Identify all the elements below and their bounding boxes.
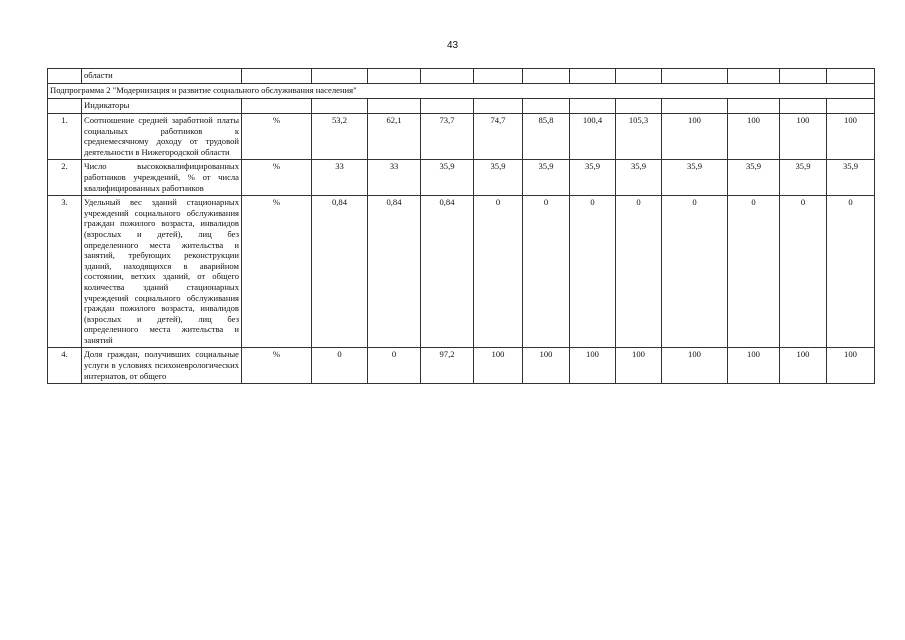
value-cell: 0,84 [368, 196, 421, 348]
value-cell: 100 [780, 114, 827, 160]
page-number: 43 [446, 40, 459, 51]
unit-cell: % [242, 160, 312, 196]
value-cell: 33 [368, 160, 421, 196]
table-row [48, 196, 875, 348]
cell-empty [242, 99, 312, 114]
cell-empty [780, 69, 827, 84]
value-cell: 0 [523, 196, 570, 348]
value-cell: 100 [662, 114, 728, 160]
cell-empty [474, 99, 523, 114]
value-cell: 100 [570, 348, 616, 384]
cell-empty [728, 99, 780, 114]
table-row [48, 160, 875, 196]
value-cell: 0 [474, 196, 523, 348]
cell-empty [368, 69, 421, 84]
value-cell: 85,8 [523, 114, 570, 160]
value-cell: 0 [312, 348, 368, 384]
cell-empty [728, 69, 780, 84]
value-cell: 100 [728, 114, 780, 160]
cell-empty [616, 69, 662, 84]
indicators-table [47, 68, 875, 384]
value-cell: 73,7 [421, 114, 474, 160]
value-cell: 100 [728, 348, 780, 384]
value-cell: 100 [662, 348, 728, 384]
cell-empty [421, 69, 474, 84]
unit-cell: % [242, 114, 312, 160]
value-cell: 53,2 [312, 114, 368, 160]
value-cell: 0 [368, 348, 421, 384]
value-cell: 100,4 [570, 114, 616, 160]
value-cell: 0 [728, 196, 780, 348]
value-cell: 35,9 [827, 160, 875, 196]
value-cell: 100 [827, 348, 875, 384]
cell-empty [523, 99, 570, 114]
cell-empty [570, 69, 616, 84]
subprogram-row [48, 84, 875, 99]
table-row [48, 114, 875, 160]
value-cell: 0 [827, 196, 875, 348]
row-number: 2. [48, 160, 82, 196]
value-cell: 0,84 [312, 196, 368, 348]
value-cell: 0 [662, 196, 728, 348]
value-cell: 0,84 [421, 196, 474, 348]
unit-cell: % [242, 196, 312, 348]
value-cell: 35,9 [570, 160, 616, 196]
value-cell: 35,9 [728, 160, 780, 196]
indicators-heading: Индикаторы [82, 99, 242, 114]
value-cell: 100 [474, 348, 523, 384]
value-cell: 0 [616, 196, 662, 348]
cell-empty [523, 69, 570, 84]
value-cell: 35,9 [474, 160, 523, 196]
value-cell: 105,3 [616, 114, 662, 160]
value-cell: 0 [780, 196, 827, 348]
value-cell: 33 [312, 160, 368, 196]
row-number: 3. [48, 196, 82, 348]
value-cell: 35,9 [523, 160, 570, 196]
value-cell: 35,9 [780, 160, 827, 196]
table-row [48, 69, 875, 84]
cell-empty [312, 69, 368, 84]
cell-empty [242, 69, 312, 84]
value-cell: 35,9 [616, 160, 662, 196]
cell-empty [421, 99, 474, 114]
row-number: 4. [48, 348, 82, 384]
cell-empty [48, 69, 82, 84]
cell-empty [662, 99, 728, 114]
value-cell: 62,1 [368, 114, 421, 160]
value-cell: 97,2 [421, 348, 474, 384]
cell-empty [827, 69, 875, 84]
cell-name: области [82, 69, 242, 84]
cell-empty [474, 69, 523, 84]
cell-empty [570, 99, 616, 114]
value-cell: 100 [523, 348, 570, 384]
value-cell: 35,9 [421, 160, 474, 196]
value-cell: 74,7 [474, 114, 523, 160]
cell-empty [48, 99, 82, 114]
indicators-heading-row [48, 99, 875, 114]
table-row [48, 348, 875, 384]
value-cell: 0 [570, 196, 616, 348]
cell-empty [780, 99, 827, 114]
subprogram-title: Подпрограмма 2 "Модернизация и развитие социального обслуживания населения" [48, 84, 875, 99]
indicator-name: Соотношение средней заработной платы социальных работников к среднемесячному доходу от трудовой деятельности в Нижегородской области [82, 114, 242, 160]
cell-empty [827, 99, 875, 114]
indicator-name: Доля граждан, получивших социальные услуги в условиях психоневрологических интернатов, от общего [82, 348, 242, 384]
row-number: 1. [48, 114, 82, 160]
indicator-name: Число высококвалифицированных работников учреждений, % от числа квалифицированных работников [82, 160, 242, 196]
cell-empty [662, 69, 728, 84]
value-cell: 100 [780, 348, 827, 384]
value-cell: 35,9 [662, 160, 728, 196]
value-cell: 100 [616, 348, 662, 384]
indicator-name: Удельный вес зданий стационарных учреждений социального обслуживания граждан пожилого возраста, инвалидов (взрослых и детей), лиц без определенного места жительства и занятий, требующих реконструкции зданий, находящихся в аварийном состоянии, ветхих зданий, от общего количества зданий стационарных учреждений социального обслуживания граждан пожилого возраста, инвалидов (взрослых и детей), лиц без определенного места жительства и занятий [82, 196, 242, 348]
unit-cell: % [242, 348, 312, 384]
value-cell: 100 [827, 114, 875, 160]
cell-empty [312, 99, 368, 114]
cell-empty [368, 99, 421, 114]
cell-empty [616, 99, 662, 114]
